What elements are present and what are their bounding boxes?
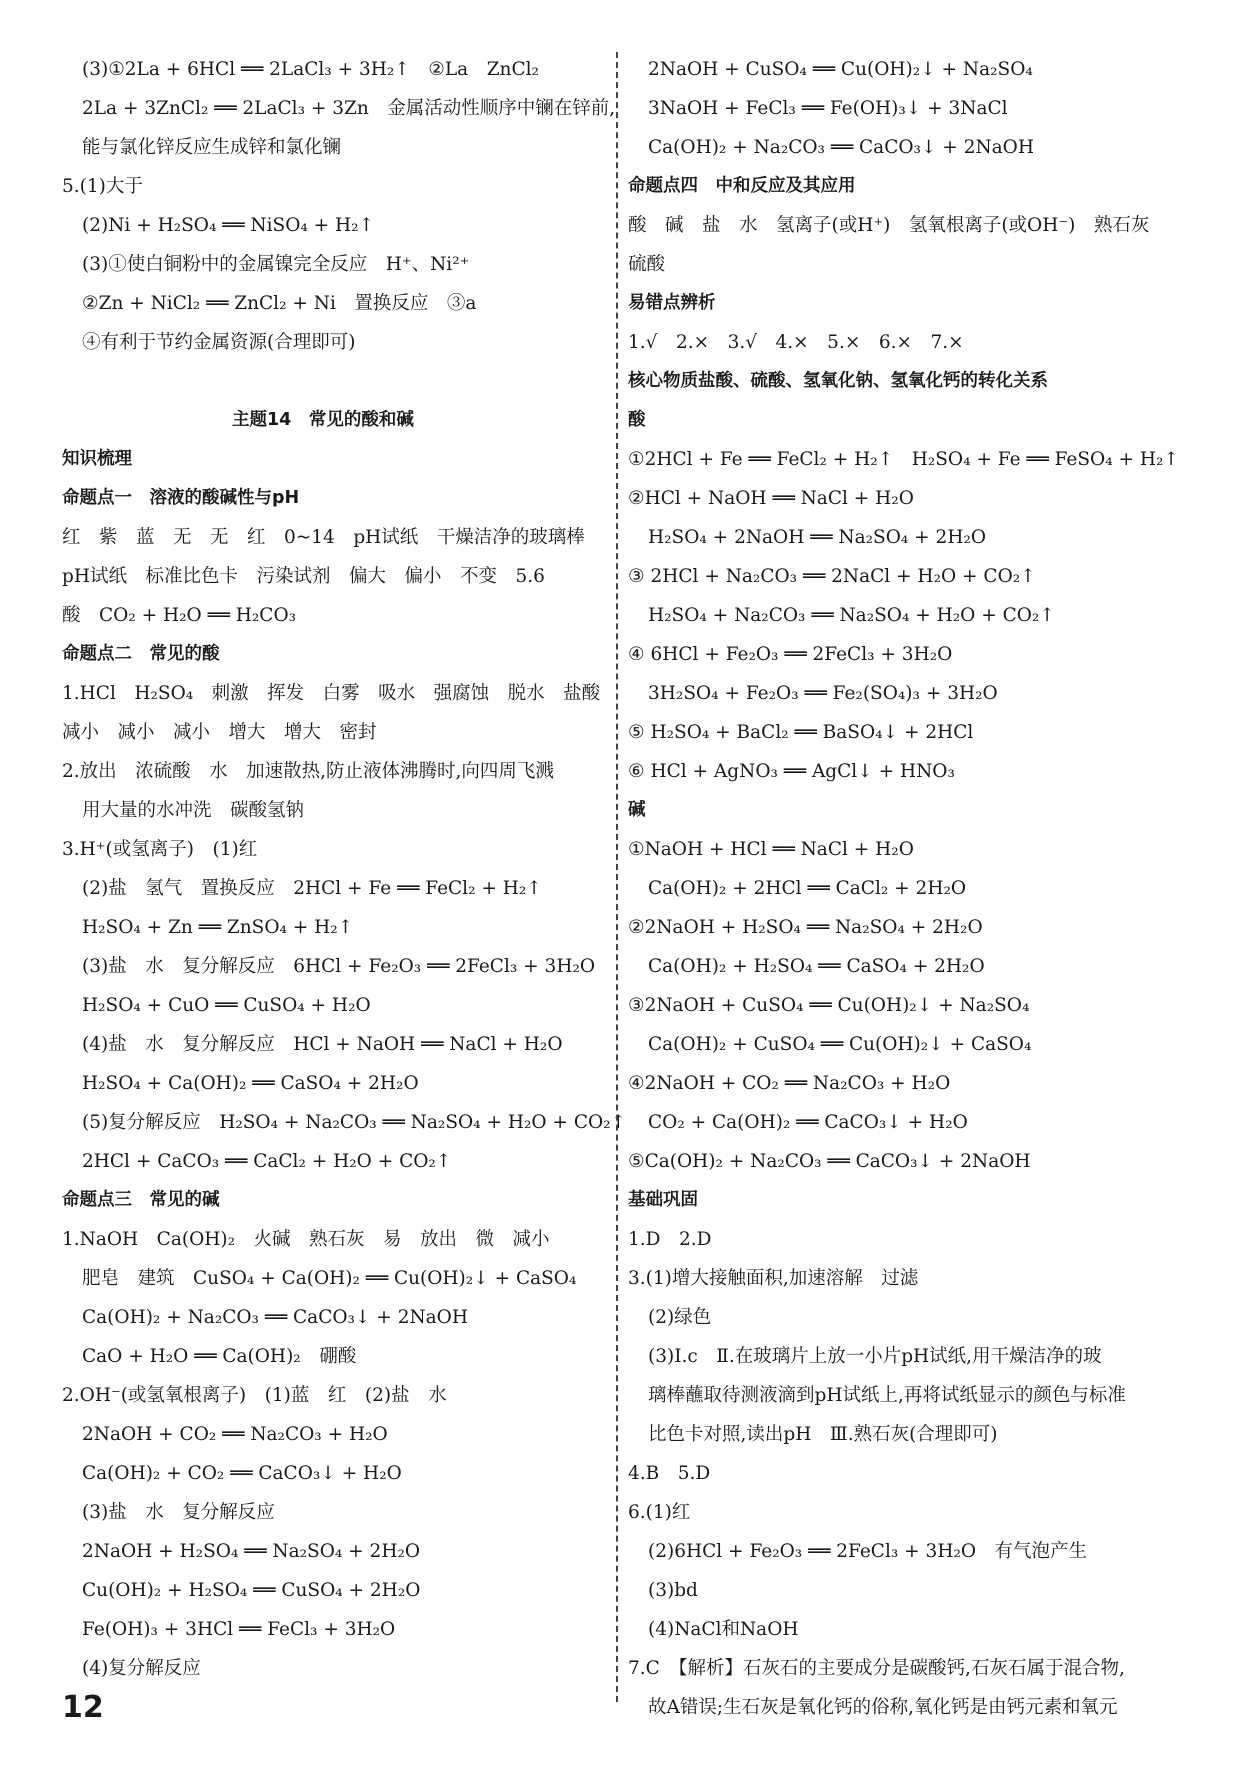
text-line: 用大量的水冲洗 碳酸氢钠 — [82, 800, 305, 821]
text-line: 2NaOH + CO₂ ══ Na₂CO₃ + H₂O — [82, 1424, 388, 1445]
text-line: (3)盐 水 复分解反应 6HCl + Fe₂O₃ ══ 2FeCl₃ + 3H₂O — [82, 956, 596, 977]
text-line: 2.OH⁻(或氢氧根离子) (1)蓝 红 (2)盐 水 — [62, 1385, 447, 1406]
text-line: 1.√ 2.× 3.√ 4.× 5.× 6.× 7.× — [628, 332, 964, 353]
text-line: Ca(OH)₂ + CO₂ ══ CaCO₃↓ + H₂O — [82, 1463, 402, 1484]
text-line: 2NaOH + CuSO₄ ══ Cu(OH)₂↓ + Na₂SO₄ — [648, 59, 1033, 80]
text-line: H₂SO₄ + Na₂CO₃ ══ Na₂SO₄ + H₂O + CO₂↑ — [648, 605, 1055, 626]
text-line: 2HCl + CaCO₃ ══ CaCl₂ + H₂O + CO₂↑ — [82, 1151, 452, 1172]
text-line: H₂SO₄ + Zn ══ ZnSO₄ + H₂↑ — [82, 917, 354, 938]
text-line: ④ 6HCl + Fe₂O₃ ══ 2FeCl₃ + 3H₂O — [628, 644, 953, 665]
text-line: (2)盐 氢气 置换反应 2HCl + Fe ══ FeCl₂ + H₂↑ — [82, 878, 542, 899]
text-line: Fe(OH)₃ + 3HCl ══ FeCl₃ + 3H₂O — [82, 1619, 396, 1640]
section-heading: 命题点四 中和反应及其应用 — [628, 176, 856, 196]
text-line: 2NaOH + H₂SO₄ ══ Na₂SO₄ + 2H₂O — [82, 1541, 421, 1562]
section-heading: 命题点二 常见的酸 — [62, 644, 220, 664]
text-line: 5.(1)大于 — [62, 176, 143, 197]
text-line: 7.C 【解析】石灰石的主要成分是碳酸钙,石灰石属于混合物, — [628, 1658, 1125, 1679]
text-line: 3H₂SO₄ + Fe₂O₃ ══ Fe₂(SO₄)₃ + 3H₂O — [648, 683, 998, 704]
text-line: 4.B 5.D — [628, 1463, 711, 1484]
page-number: 12 — [62, 1690, 104, 1725]
text-line: H₂SO₄ + CuO ══ CuSO₄ + H₂O — [82, 995, 371, 1016]
text-line: ②Zn + NiCl₂ ══ ZnCl₂ + Ni 置换反应 ③a — [82, 293, 477, 314]
text-line: (5)复分解反应 H₂SO₄ + Na₂CO₃ ══ Na₂SO₄ + H₂O + CO₂↑ — [82, 1112, 627, 1133]
text-line: ①2HCl + Fe ══ FeCl₂ + H₂↑ H₂SO₄ + Fe ══ FeSO₄ + H₂↑ — [628, 449, 1179, 470]
text-line: 硫酸 — [628, 254, 666, 275]
text-line: H₂SO₄ + 2NaOH ══ Na₂SO₄ + 2H₂O — [648, 527, 987, 548]
text-line: (4)复分解反应 — [82, 1658, 201, 1679]
text-line: (3)bd — [648, 1580, 698, 1601]
text-line: ①NaOH + HCl ══ NaCl + H₂O — [628, 839, 914, 860]
text-line: CaO + H₂O ══ Ca(OH)₂ 硼酸 — [82, 1346, 357, 1367]
text-line: ⑥ HCl + AgNO₃ ══ AgCl↓ + HNO₃ — [628, 761, 955, 782]
text-line: 6.(1)红 — [628, 1502, 691, 1523]
text-line: 3.H⁺(或氢离子) (1)红 — [62, 839, 258, 860]
text-line: 璃棒蘸取待测液滴到pH试纸上,再将试纸显示的颜色与标准 — [648, 1385, 1126, 1406]
text-line: 3NaOH + FeCl₃ ══ Fe(OH)₃↓ + 3NaCl — [648, 98, 1008, 119]
text-line: ②HCl + NaOH ══ NaCl + H₂O — [628, 488, 914, 509]
section-heading: 基础巩固 — [628, 1190, 698, 1210]
text-line: (3)盐 水 复分解反应 — [82, 1502, 275, 1523]
text-line: Ca(OH)₂ + 2HCl ══ CaCl₂ + 2H₂O — [648, 878, 967, 899]
text-line: 1.D 2.D — [628, 1229, 712, 1250]
text-line: 故A错误;生石灰是氧化钙的俗称,氧化钙是由钙元素和氧元 — [648, 1697, 1118, 1718]
section-heading: 易错点辨析 — [628, 293, 716, 313]
text-line: 能与氯化锌反应生成锌和氯化镧 — [82, 137, 342, 158]
text-line: 2.放出 浓硫酸 水 加速散热,防止液体沸腾时,向四周飞溅 — [62, 761, 554, 782]
text-line: (2)Ni + H₂SO₄ ══ NiSO₄ + H₂↑ — [82, 215, 375, 236]
text-line: 1.HCl H₂SO₄ 刺激 挥发 白雾 吸水 强腐蚀 脱水 盐酸 — [62, 683, 601, 704]
text-line: 红 紫 蓝 无 无 红 0~14 pH试纸 干燥洁净的玻璃棒 — [62, 527, 585, 548]
text-line: ③ 2HCl + Na₂CO₃ ══ 2NaCl + H₂O + CO₂↑ — [628, 566, 1036, 587]
text-line: H₂SO₄ + Ca(OH)₂ ══ CaSO₄ + 2H₂O — [82, 1073, 419, 1094]
section-heading: 主题14 常见的酸和碱 — [232, 410, 414, 430]
column-divider — [616, 52, 618, 1702]
text-line: ③2NaOH + CuSO₄ ══ Cu(OH)₂↓ + Na₂SO₄ — [628, 995, 1030, 1016]
text-line: Ca(OH)₂ + Na₂CO₃ ══ CaCO₃↓ + 2NaOH — [648, 137, 1034, 158]
text-line: Ca(OH)₂ + CuSO₄ ══ Cu(OH)₂↓ + CaSO₄ — [648, 1034, 1032, 1055]
section-heading: 知识梳理 — [62, 449, 132, 469]
text-line: (3)Ⅰ.c Ⅱ.在玻璃片上放一小片pH试纸,用干燥洁净的玻 — [648, 1346, 1102, 1367]
text-line: Cu(OH)₂ + H₂SO₄ ══ CuSO₄ + 2H₂O — [82, 1580, 421, 1601]
text-line: (4)盐 水 复分解反应 HCl + NaOH ══ NaCl + H₂O — [82, 1034, 563, 1055]
right-column — [628, 50, 1183, 1727]
text-line: ②2NaOH + H₂SO₄ ══ Na₂SO₄ + 2H₂O — [628, 917, 983, 938]
section-heading: 命题点一 溶液的酸碱性与pH — [62, 488, 300, 508]
text-line: 2La + 3ZnCl₂ ══ 2LaCl₃ + 3Zn 金属活动性顺序中镧在锌前, — [82, 98, 616, 119]
section-heading: 碱 — [628, 800, 646, 820]
text-line: 1.NaOH Ca(OH)₂ 火碱 熟石灰 易 放出 微 减小 — [62, 1229, 550, 1250]
text-line: pH试纸 标准比色卡 污染试剂 偏大 偏小 不变 5.6 — [62, 566, 545, 587]
text-line: Ca(OH)₂ + Na₂CO₃ ══ CaCO₃↓ + 2NaOH — [82, 1307, 468, 1328]
text-line: 3.(1)增大接触面积,加速溶解 过滤 — [628, 1268, 919, 1289]
text-line: (3)①使白铜粉中的金属镍完全反应 H⁺、Ni²⁺ — [82, 254, 470, 275]
section-heading: 命题点三 常见的碱 — [62, 1190, 220, 1210]
text-line: CO₂ + Ca(OH)₂ ══ CaCO₃↓ + H₂O — [648, 1112, 968, 1133]
text-line: (3)①2La + 6HCl ══ 2LaCl₃ + 3H₂↑ ②La ZnCl₂ — [82, 59, 539, 80]
text-line: 减小 减小 减小 增大 增大 密封 — [62, 722, 377, 743]
text-line: ⑤Ca(OH)₂ + Na₂CO₃ ══ CaCO₃↓ + 2NaOH — [628, 1151, 1031, 1172]
text-line: (2)6HCl + Fe₂O₃ ══ 2FeCl₃ + 3H₂O 有气泡产生 — [648, 1541, 1088, 1562]
text-line: (2)绿色 — [648, 1307, 712, 1328]
text-line: Ca(OH)₂ + H₂SO₄ ══ CaSO₄ + 2H₂O — [648, 956, 985, 977]
section-heading: 核心物质盐酸、硫酸、氢氧化钠、氢氧化钙的转化关系 — [628, 371, 1048, 391]
text-line: 比色卡对照,读出pH Ⅲ.熟石灰(合理即可) — [648, 1424, 998, 1445]
text-line: 肥皂 建筑 CuSO₄ + Ca(OH)₂ ══ Cu(OH)₂↓ + CaSO₄ — [82, 1268, 577, 1289]
text-line — [62, 362, 617, 401]
text-line: (4)NaCl和NaOH — [648, 1619, 799, 1640]
text-line: 酸 CO₂ + H₂O ══ H₂CO₃ — [62, 605, 297, 626]
text-line: 酸 碱 盐 水 氢离子(或H⁺) 氢氧根离子(或OH⁻) 熟石灰 — [628, 215, 1150, 236]
text-line: ⑤ H₂SO₄ + BaCl₂ ══ BaSO₄↓ + 2HCl — [628, 722, 974, 743]
text-line: ④2NaOH + CO₂ ══ Na₂CO₃ + H₂O — [628, 1073, 951, 1094]
section-heading: 酸 — [628, 410, 646, 430]
text-line: ④有利于节约金属资源(合理即可) — [82, 332, 356, 353]
left-column — [62, 50, 627, 1688]
